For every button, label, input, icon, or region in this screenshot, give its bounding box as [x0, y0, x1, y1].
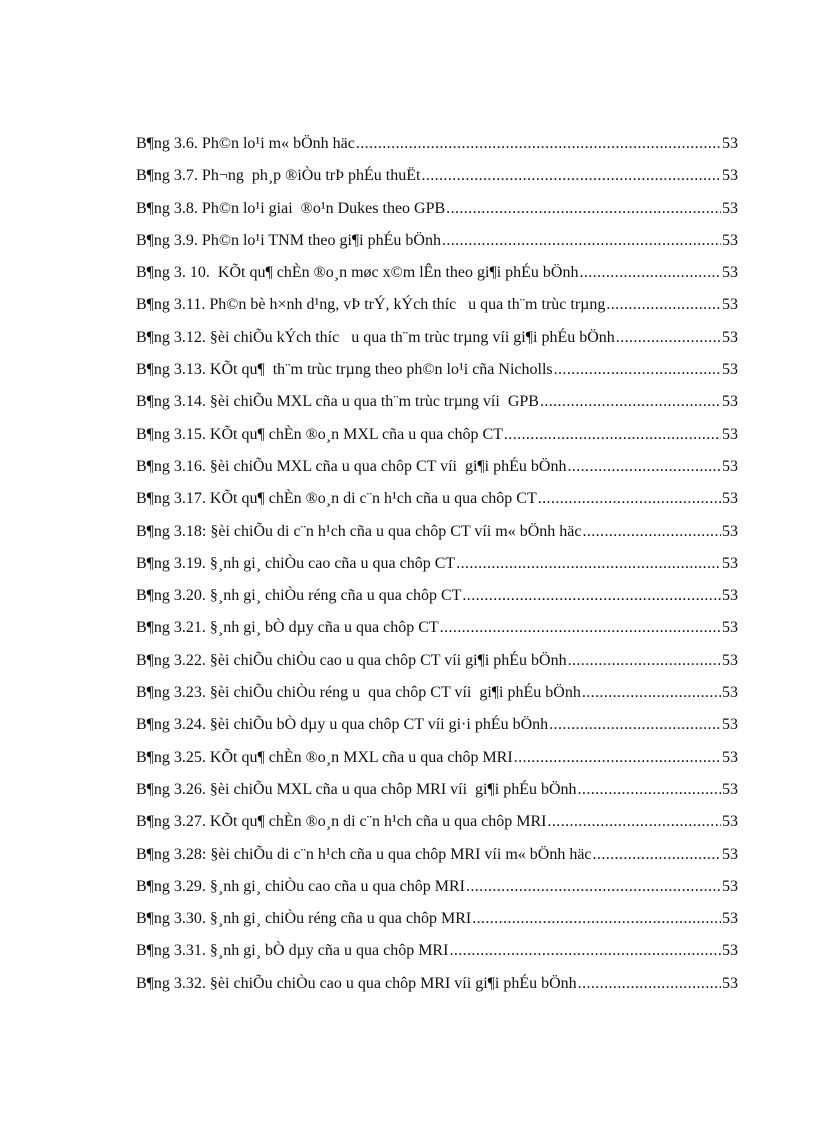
toc-entry-label: B¶ng 3.13. KÕt qu¶ th¨m trùc trµng theo ph©n lo¹i cña Nicholls — [136, 361, 553, 379]
toc-page-number: 53 — [722, 554, 738, 572]
toc-entry-label: B¶ng 3.24. §èi chiÕu bÒ dµy u qua chôp CT víi gi·i phÉu bÖnh — [136, 716, 549, 734]
toc-leader-dots — [356, 133, 721, 155]
toc-leader-dots — [549, 714, 721, 736]
toc-entry-label: B¶ng 3.26. §èi chiÕu MXL cña u qua chôp MRI víi gi¶i phÉu bÖnh — [136, 780, 577, 798]
toc-leader-dots — [582, 521, 721, 543]
toc-leader-dots — [548, 811, 722, 833]
toc-leader-dots — [440, 617, 721, 639]
toc-leader-dots — [446, 198, 721, 220]
toc-entry-label: B¶ng 3.27. KÕt qu¶ chÈn ®o¸n di c¨n h¹ch cña u qua chôp MRI — [136, 813, 547, 831]
toc-leader-dots — [616, 327, 721, 349]
toc-page-number: 53 — [722, 974, 738, 992]
toc-entry-label: B¶ng 3.7. Ph¬ng ph¸p ®iÒu trÞ phÉu thuËt — [136, 167, 421, 185]
toc-leader-dots — [442, 230, 721, 252]
toc-entry-label: B¶ng 3. 10. KÕt qu¶ chÈn ®o¸n møc x©m lÊn theo gi¶i phÉu bÖnh — [136, 264, 579, 282]
toc-page-number: 53 — [722, 135, 738, 152]
toc-entry-label: B¶ng 3.31. §¸nh gi¸ bÒ dµy cña u qua chôp MRI — [136, 942, 449, 960]
toc-page-number: 53 — [722, 328, 738, 346]
toc-entry — [136, 682, 738, 714]
toc-entry — [136, 908, 738, 940]
toc-page-number: 53 — [722, 651, 738, 669]
toc-entry — [136, 811, 738, 843]
toc-entry — [136, 585, 738, 617]
toc-entry — [136, 456, 738, 488]
table-of-contents — [136, 133, 738, 1005]
toc-entry-label: B¶ng 3.16. §èi chiÕu MXL cña u qua chôp CT víi gi¶i phÉu bÖnh — [136, 457, 567, 475]
toc-entry-label: B¶ng 3.9. Ph©n lo¹i TNM theo gi¶i phÉu bÖnh — [136, 231, 441, 249]
toc-leader-dots — [472, 908, 721, 930]
toc-page-number: 53 — [722, 716, 738, 734]
toc-entry-label: B¶ng 3.23. §èi chiÕu chiÒu réng u qua chôp CT víi gi¶i phÉu bÖnh — [136, 684, 581, 702]
toc-page-number: 53 — [722, 425, 738, 443]
toc-leader-dots — [462, 585, 721, 607]
toc-entry-label: B¶ng 3.15. KÕt qu¶ chÈn ®o¸n MXL cña u qua chôp CT — [136, 425, 503, 443]
toc-entry — [136, 488, 738, 520]
toc-page-number: 53 — [722, 845, 738, 863]
toc-leader-dots — [578, 779, 721, 801]
toc-entry-label: B¶ng 3.32. §èi chiÕu chiÒu cao u qua chôp MRI víi gi¶i phÉu bÖnh — [136, 974, 577, 992]
toc-entry-label: B¶ng 3.11. Ph©n bè h×nh d¹ng, vÞ trÝ, kÝch thíc u qua th¨m trùc trµng — [136, 296, 606, 314]
toc-entry — [136, 973, 738, 1005]
toc-page-number: 53 — [722, 619, 738, 637]
toc-entry-label: B¶ng 3.20. §¸nh gi¸ chiÒu réng cña u qua chôp CT — [136, 587, 462, 605]
toc-entry — [136, 294, 738, 326]
toc-entry-label: B¶ng 3.8. Ph©n lo¹i giai ®o¹n Dukes theo GPB — [136, 199, 446, 217]
toc-entry — [136, 359, 738, 391]
toc-entry — [136, 876, 738, 908]
toc-leader-dots — [593, 844, 721, 866]
toc-entry — [136, 844, 738, 876]
toc-entry — [136, 198, 738, 230]
toc-entry — [136, 165, 738, 197]
toc-entry — [136, 940, 738, 972]
toc-leader-dots — [578, 973, 721, 995]
toc-entry — [136, 230, 738, 262]
toc-leader-dots — [554, 359, 721, 381]
toc-page-number: 53 — [722, 264, 738, 282]
toc-leader-dots — [579, 262, 721, 284]
toc-leader-dots — [456, 553, 721, 575]
toc-leader-dots — [582, 682, 721, 704]
toc-page-number: 53 — [722, 813, 738, 831]
toc-entry — [136, 650, 738, 682]
toc-entry-label: B¶ng 3.25. KÕt qu¶ chÈn ®o¸n MXL cña u qua chôp MRI — [136, 748, 513, 766]
toc-entry-label: B¶ng 3.29. §¸nh gi¸ chiÒu cao cña u qua chôp MRI — [136, 877, 465, 895]
toc-entry-label: B¶ng 3.17. KÕt qu¶ chÈn ®o¸n di c¨n h¹ch cña u qua chôp CT — [136, 490, 537, 508]
toc-page-number: 53 — [722, 231, 738, 249]
toc-entry-label: B¶ng 3.22. §èi chiÕu chiÒu cao u qua chôp CT víi gi¶i phÉu bÖnh — [136, 651, 567, 669]
toc-page-number: 53 — [722, 748, 738, 766]
toc-entry — [136, 617, 738, 649]
toc-entry-label: B¶ng 3.14. §èi chiÕu MXL cña u qua th¨m trùc trµng víi GPB — [136, 393, 539, 411]
toc-entry-label: B¶ng 3.12. §èi chiÕu kÝch thíc u qua th¨m trùc trµng víi gi¶i phÉu bÖnh — [136, 328, 615, 346]
toc-entry — [136, 553, 738, 585]
toc-page-number: 53 — [722, 393, 738, 411]
toc-entry-label: B¶ng 3.21. §¸nh gi¸ bÒ dµy cña u qua chôp CT — [136, 619, 439, 637]
toc-page-number: 53 — [722, 877, 738, 895]
toc-leader-dots — [540, 391, 721, 413]
toc-entry-label: B¶ng 3.18: §èi chiÕu di c¨n h¹ch cña u qua chôp CT víi m« bÖnh häc — [136, 522, 582, 540]
toc-leader-dots — [568, 650, 721, 672]
toc-entry — [136, 133, 738, 165]
toc-page-number: 53 — [722, 587, 738, 605]
toc-entry — [136, 424, 738, 456]
toc-entry — [136, 714, 738, 746]
toc-leader-dots — [606, 294, 721, 316]
toc-leader-dots — [421, 165, 721, 187]
toc-entry-label: B¶ng 3.19. §¸nh gi¸ chiÒu cao cña u qua chôp CT — [136, 554, 456, 572]
toc-entry — [136, 747, 738, 779]
toc-entry — [136, 521, 738, 553]
toc-page-number: 53 — [722, 780, 738, 798]
toc-page-number: 53 — [722, 296, 738, 314]
toc-entry-label: B¶ng 3.6. Ph©n lo¹i m« bÖnh häc — [136, 135, 355, 152]
toc-entry — [136, 327, 738, 359]
toc-entry-label: B¶ng 3.28: §èi chiÕu di c¨n h¹ch cña u qua chôp MRI víi m« bÖnh häc — [136, 845, 592, 863]
toc-page-number: 53 — [722, 522, 738, 540]
toc-page-number: 53 — [722, 942, 738, 960]
toc-leader-dots — [514, 747, 721, 769]
toc-page-number: 53 — [722, 361, 738, 379]
toc-entry — [136, 262, 738, 294]
toc-leader-dots — [466, 876, 721, 898]
toc-leader-dots — [567, 456, 721, 478]
toc-leader-dots — [449, 940, 721, 962]
toc-leader-dots — [504, 424, 721, 446]
toc-page-number: 53 — [722, 910, 738, 928]
toc-page-number: 53 — [722, 167, 738, 185]
toc-page-number: 53 — [722, 490, 738, 508]
toc-page-number: 53 — [722, 199, 738, 217]
toc-entry — [136, 779, 738, 811]
toc-entry-label: B¶ng 3.30. §¸nh gi¸ chiÒu réng cña u qua chôp MRI — [136, 910, 472, 928]
toc-entry — [136, 391, 738, 423]
toc-page-number: 53 — [722, 457, 738, 475]
toc-page-number: 53 — [722, 684, 738, 702]
toc-leader-dots — [538, 488, 721, 510]
